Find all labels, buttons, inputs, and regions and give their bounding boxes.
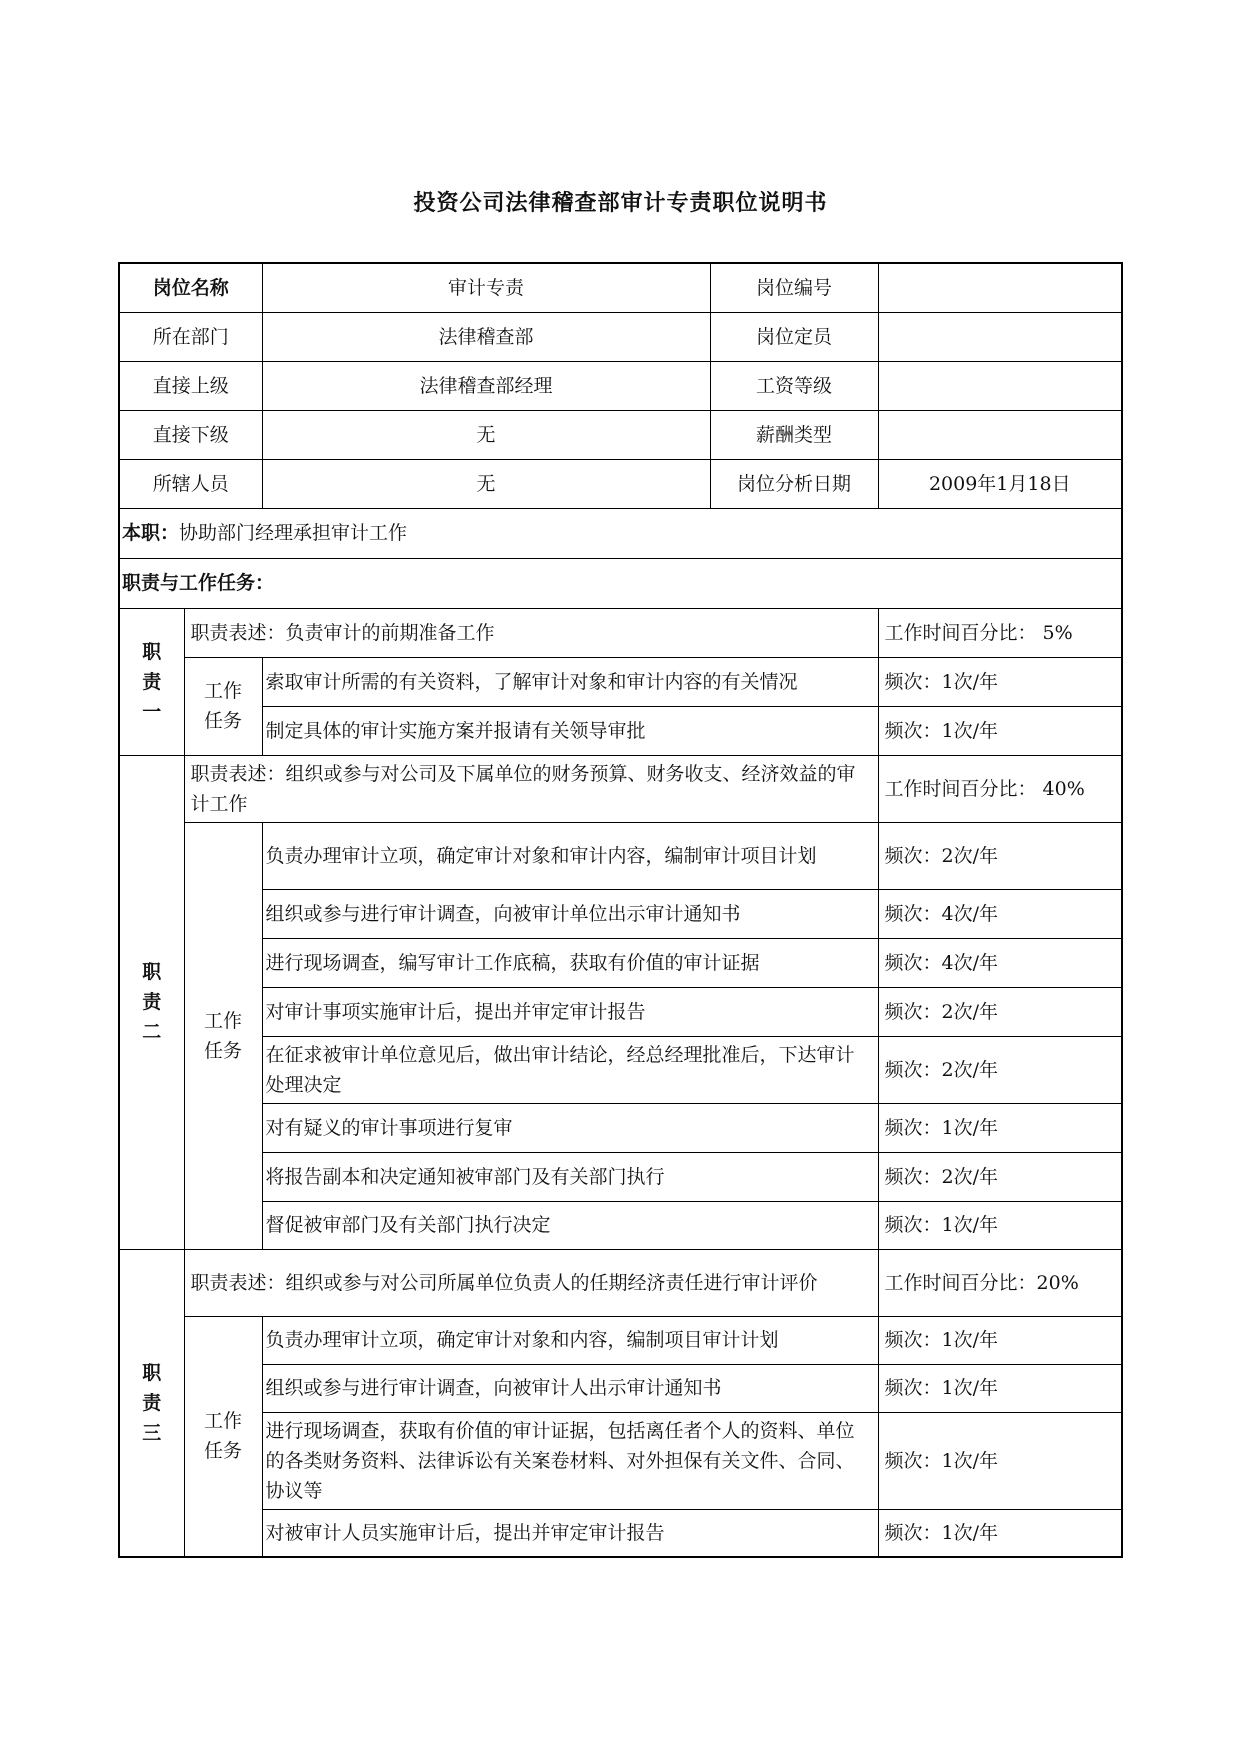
duty-text: 协助部门经理承担审计工作 [179, 522, 408, 544]
field-value: 法律稽查部 [262, 312, 710, 361]
header-row [119, 312, 1122, 361]
task-text: 进行现场调查，获取有价值的审计证据，包括离任者个人的资料、单位的各类财务资料、法律诉讼有关案卷材料、对外担保有关文件、合同、协议等 [262, 1412, 878, 1509]
task-row [119, 1364, 1122, 1412]
task-frequency: 频次：4次/年 [878, 889, 1122, 938]
task-text: 制定具体的审计实施方案并报请有关领导审批 [262, 706, 878, 755]
field-label: 直接上级 [119, 361, 262, 410]
time-share: 工作时间百分比： 40% [878, 755, 1122, 822]
task-row [119, 938, 1122, 987]
header-row [119, 361, 1122, 410]
section-description-row [119, 1249, 1122, 1316]
task-row [119, 987, 1122, 1036]
task-frequency: 频次：1次/年 [878, 1412, 1122, 1509]
task-frequency: 频次：1次/年 [878, 657, 1122, 706]
task-frequency: 频次：1次/年 [878, 1103, 1122, 1152]
field-label: 岗位名称 [119, 263, 262, 312]
field-value [878, 410, 1122, 459]
header-row [119, 459, 1122, 508]
section-description: 职责表述：组织或参与对公司及下属单位的财务预算、财务收支、经济效益的审计工作 [184, 755, 878, 822]
task-frequency: 频次：1次/年 [878, 1316, 1122, 1364]
task-text: 在征求被审计单位意见后，做出审计结论，经总经理批准后，下达审计处理决定 [262, 1036, 878, 1103]
task-text: 组织或参与进行审计调查，向被审计单位出示审计通知书 [262, 889, 878, 938]
task-row [119, 1036, 1122, 1103]
task-text: 将报告副本和决定通知被审部门及有关部门执行 [262, 1152, 878, 1201]
field-value: 无 [262, 459, 710, 508]
task-frequency: 频次：2次/年 [878, 1036, 1122, 1103]
task-label: 工作 任务 [184, 822, 262, 1249]
task-label: 工作 任务 [184, 657, 262, 755]
task-text: 组织或参与进行审计调查，向被审计人出示审计通知书 [262, 1364, 878, 1412]
task-label: 工作 任务 [184, 1316, 262, 1557]
task-row [119, 1201, 1122, 1249]
task-row [119, 1412, 1122, 1509]
field-label: 岗位分析日期 [710, 459, 878, 508]
task-frequency: 频次：1次/年 [878, 1509, 1122, 1557]
field-label: 直接下级 [119, 410, 262, 459]
section-name-2: 职 责 二 [119, 755, 184, 1249]
task-text: 索取审计所需的有关资料，了解审计对象和审计内容的有关情况 [262, 657, 878, 706]
section-description: 职责表述：负责审计的前期准备工作 [184, 608, 878, 657]
task-row [119, 1316, 1122, 1364]
section-name-3: 职 责 三 [119, 1249, 184, 1557]
field-value: 法律稽查部经理 [262, 361, 710, 410]
responsibilities-heading-row [119, 558, 1122, 608]
task-frequency: 频次：4次/年 [878, 938, 1122, 987]
time-share: 工作时间百分比： 5% [878, 608, 1122, 657]
task-frequency: 频次：1次/年 [878, 1364, 1122, 1412]
task-frequency: 频次：2次/年 [878, 822, 1122, 889]
field-value: 审计专责 [262, 263, 710, 312]
task-row [119, 706, 1122, 755]
field-value: 无 [262, 410, 710, 459]
field-label: 岗位定员 [710, 312, 878, 361]
duty-label: 本职： [122, 522, 180, 544]
task-text: 对有疑义的审计事项进行复审 [262, 1103, 878, 1152]
header-row [119, 410, 1122, 459]
field-label: 岗位编号 [710, 263, 878, 312]
task-text: 负责办理审计立项，确定审计对象和审计内容，编制审计项目计划 [262, 822, 878, 889]
document-title: 投资公司法律稽查部审计专责职位说明书 [413, 191, 828, 216]
task-text: 负责办理审计立项，确定审计对象和内容，编制项目审计计划 [262, 1316, 878, 1364]
task-frequency: 频次：1次/年 [878, 706, 1122, 755]
field-label: 薪酬类型 [710, 410, 878, 459]
task-frequency: 频次：2次/年 [878, 1152, 1122, 1201]
header-row [119, 263, 1122, 312]
field-label: 工资等级 [710, 361, 878, 410]
responsibilities-heading: 职责与工作任务： [119, 558, 1122, 608]
task-row [119, 1509, 1122, 1557]
section-description-row [119, 608, 1122, 657]
task-text: 进行现场调查，编写审计工作底稿，获取有价值的审计证据 [262, 938, 878, 987]
task-frequency: 频次：1次/年 [878, 1201, 1122, 1249]
time-share: 工作时间百分比：20% [878, 1249, 1122, 1316]
field-value [878, 263, 1122, 312]
task-row [119, 1152, 1122, 1201]
task-text: 督促被审部门及有关部门执行决定 [262, 1201, 878, 1249]
job-description-table [118, 262, 1123, 1558]
section-name-1: 职 责 一 [119, 608, 184, 755]
task-text: 对审计事项实施审计后，提出并审定审计报告 [262, 987, 878, 1036]
field-label: 所在部门 [119, 312, 262, 361]
task-row [119, 822, 1122, 889]
task-row [119, 1103, 1122, 1152]
task-row [119, 889, 1122, 938]
field-value: 2009年1月18日 [878, 459, 1122, 508]
section-description-row [119, 755, 1122, 822]
task-row [119, 657, 1122, 706]
section-description: 职责表述：组织或参与对公司所属单位负责人的任期经济责任进行审计评价 [184, 1249, 878, 1316]
task-text: 对被审计人员实施审计后，提出并审定审计报告 [262, 1509, 878, 1557]
duty-row [119, 508, 1122, 558]
field-label: 所辖人员 [119, 459, 262, 508]
task-frequency: 频次：2次/年 [878, 987, 1122, 1036]
field-value [878, 312, 1122, 361]
field-value [878, 361, 1122, 410]
